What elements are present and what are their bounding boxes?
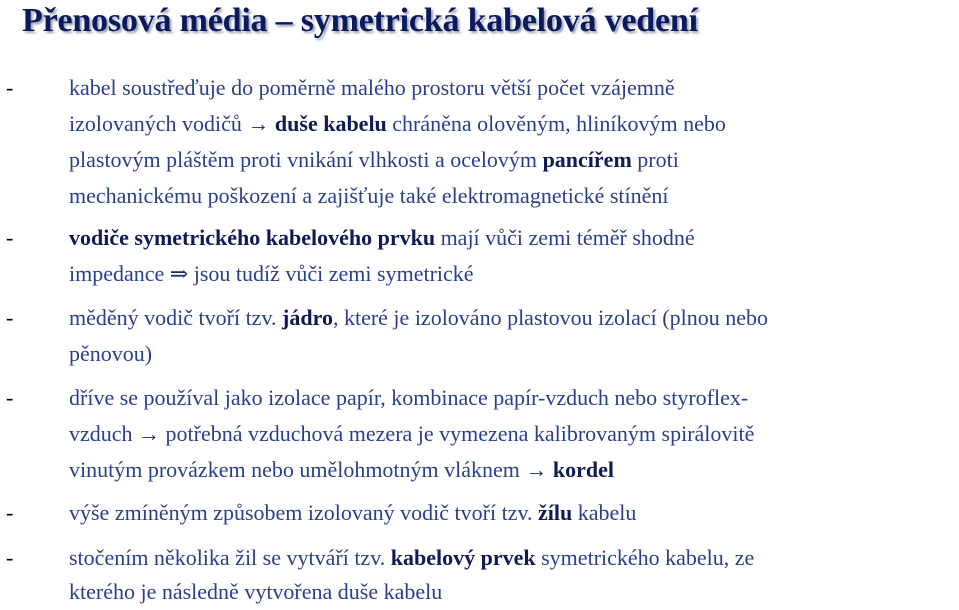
text-segment: pěnovou) [69,341,153,366]
right-arrow-icon: → [138,421,161,446]
text-line [69,106,726,142]
text-line [69,574,442,610]
bullet-dash: - [6,75,14,100]
text-line [69,300,768,336]
text-segment: vzduch [69,421,139,446]
text-segment: kterého je následně vytvořena duše kabelu [69,579,443,604]
right-arrow-icon: → [247,111,270,136]
text-line [69,256,474,292]
text-segment: impedance [69,261,170,286]
text-line [69,380,748,416]
text-line [69,220,695,256]
term-jadro: jádro [282,305,333,330]
text-segment: proti [631,147,679,172]
text-segment: výše zmíněným způsobem izolovaný vodič tvoří tzv. [69,500,539,525]
text-segment: kabelu [572,500,637,525]
text-segment: plastovým pláštěm proti vnikání vlhkosti a ocelovým [69,147,543,172]
text-segment: kabel soustřeďuje do poměrně malého prostoru větší počet vzájemně [69,75,675,100]
text-line [69,495,636,531]
term-kordel: kordel [552,457,615,482]
term-vodice-prvku: vodiče symetrického kabelového prvku [69,225,436,250]
term-kabelovy-prvek: kabelový prvek [390,545,536,570]
term-pancir: pancířem [542,147,632,172]
text-line [69,178,669,214]
text-line [69,70,675,106]
bullet-dash: - [6,385,14,410]
text-segment: jsou tudíž vůči zemi symetrické [188,261,474,286]
text-line [69,540,754,576]
text-segment: , které je izolováno plastovou izolací (plnou nebo [332,305,768,330]
text-segment: izolovaných vodičů [69,111,248,136]
text-line [69,336,152,372]
bullet-dash: - [6,500,14,525]
term-zila: žílu [538,500,573,525]
text-segment: mechanickému poškození a zajišťuje také elektromagnetické stínění [69,183,669,208]
text-segment: dříve se používal jako izolace papír, kombinace papír-vzduch nebo styroflex- [69,385,749,410]
text-segment: mají vůči zemi téměř shodné [435,225,695,250]
text-segment: vinutým provázkem nebo umělohmotným vláknem [69,457,526,482]
text-segment: potřebná vzduchová mezera je vymezena kalibrovaným spirálovitě [160,421,755,446]
text-segment: symetrického kabelu, ze [535,545,755,570]
bullet-dash: - [6,305,14,330]
right-arrow-icon: → [525,457,548,482]
text-segment: měděný vodič tvoří tzv. [69,305,283,330]
slide-title: Přenosová média – symetrická kabelová vedení [22,2,698,39]
term-duse-kabelu: duše kabelu [274,111,387,136]
implies-arrow-icon: ⇒ [169,261,189,286]
text-segment: stočením několika žil se vytváří tzv. [69,545,391,570]
text-line [69,142,679,178]
text-line [69,416,754,452]
text-line [69,452,614,488]
text-segment: chráněna olověným, hliníkovým nebo [386,111,726,136]
bullet-dash: - [6,545,14,570]
bullet-dash: - [6,225,14,250]
